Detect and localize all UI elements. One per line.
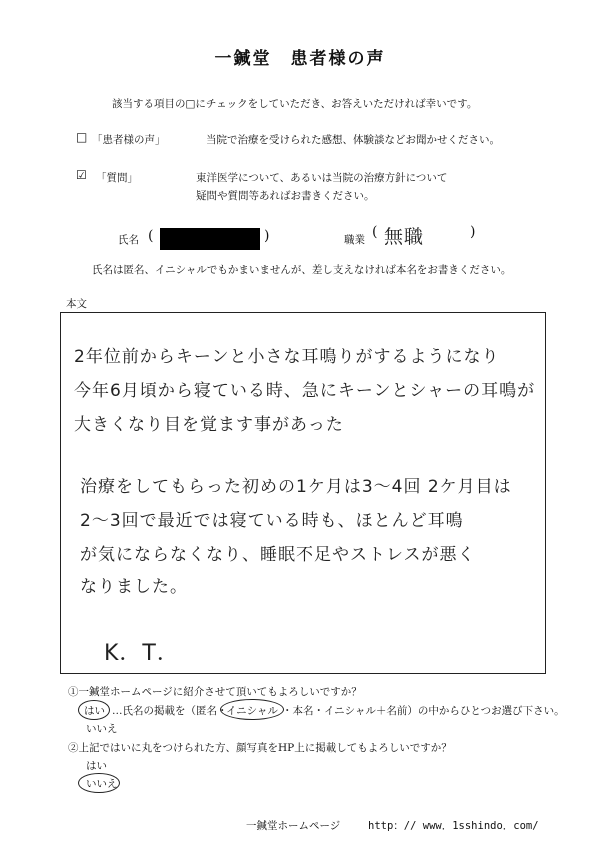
footer-url[interactable]: http：// www．1sshindo．com/: [368, 820, 539, 832]
page-title: 一鍼堂 患者様の声: [214, 49, 386, 69]
instruction-text: 該当する項目の□にチェックをしていただき、お答えいただければ幸いです。: [112, 98, 478, 110]
body-line: が気にならなくなり、睡眠不足やストレスが悪く: [80, 545, 476, 565]
q1-option-initial[interactable]: イニシャル: [226, 705, 278, 717]
body-line: なりました。: [80, 577, 188, 597]
paren-close: ): [470, 224, 476, 240]
q1-option-text: …氏名の掲載を（匿名・: [112, 705, 228, 717]
option-label: 「患者様の声」: [92, 134, 166, 146]
paren-open: (: [148, 228, 154, 244]
paren-close: ): [264, 228, 270, 244]
body-label: 本文: [66, 298, 87, 310]
occupation-value: 無職: [384, 226, 425, 248]
occupation-label: 職業: [344, 234, 365, 246]
option-desc: 当院で治療を受けられた感想、体験談などお聞かせください。: [206, 134, 500, 146]
q2-yes[interactable]: はい: [86, 760, 107, 772]
q2-no[interactable]: いいえ: [86, 778, 118, 790]
name-note: 氏名は匿名、イニシャルでもかまいませんが、差し支えなければ本名をお書きください。: [92, 264, 512, 276]
name-label: 氏名: [118, 234, 139, 246]
question-2: ②上記ではいに丸をつけられた方、顔写真をHP上に掲載してもよろしいですか？: [68, 742, 452, 754]
checkbox-empty-icon[interactable]: □: [76, 130, 88, 144]
checkbox-checked-icon[interactable]: ☑: [76, 168, 87, 182]
body-line: 2年位前からキーンと小さな耳鳴りがするようになり: [74, 347, 500, 367]
body-line: 治療をしてもらった初めの1ケ月は3〜4回 2ケ月目は: [80, 477, 512, 497]
option-desc-line2: 疑問や質問等あればお書きください。: [196, 190, 375, 202]
paren-open: (: [372, 224, 378, 240]
q1-yes[interactable]: はい: [84, 705, 105, 717]
body-line: 今年6月頃から寝ている時、急にキーンとシャーの耳鳴が: [74, 381, 536, 401]
redacted-name: [160, 228, 260, 250]
option-label: 「質問」: [96, 172, 138, 184]
body-line: 2〜3回で最近では寝ている時も、ほとんど耳鳴: [80, 511, 464, 531]
q1-option-rest: ・本名・イニシャル＋名前）の中からひとつお選び下さい。: [282, 705, 565, 717]
signature: K．T．: [104, 641, 180, 666]
option-desc-line1: 東洋医学について、あるいは当院の治療方針について: [196, 172, 448, 184]
question-1: ①一鍼堂ホームページに紹介させて頂いてもよろしいですか？: [68, 686, 362, 698]
body-line: 大きくなり目を覚ます事があった: [74, 415, 344, 435]
footer-name: 一鍼堂ホームページ: [246, 820, 341, 832]
q1-no[interactable]: いいえ: [86, 723, 118, 735]
